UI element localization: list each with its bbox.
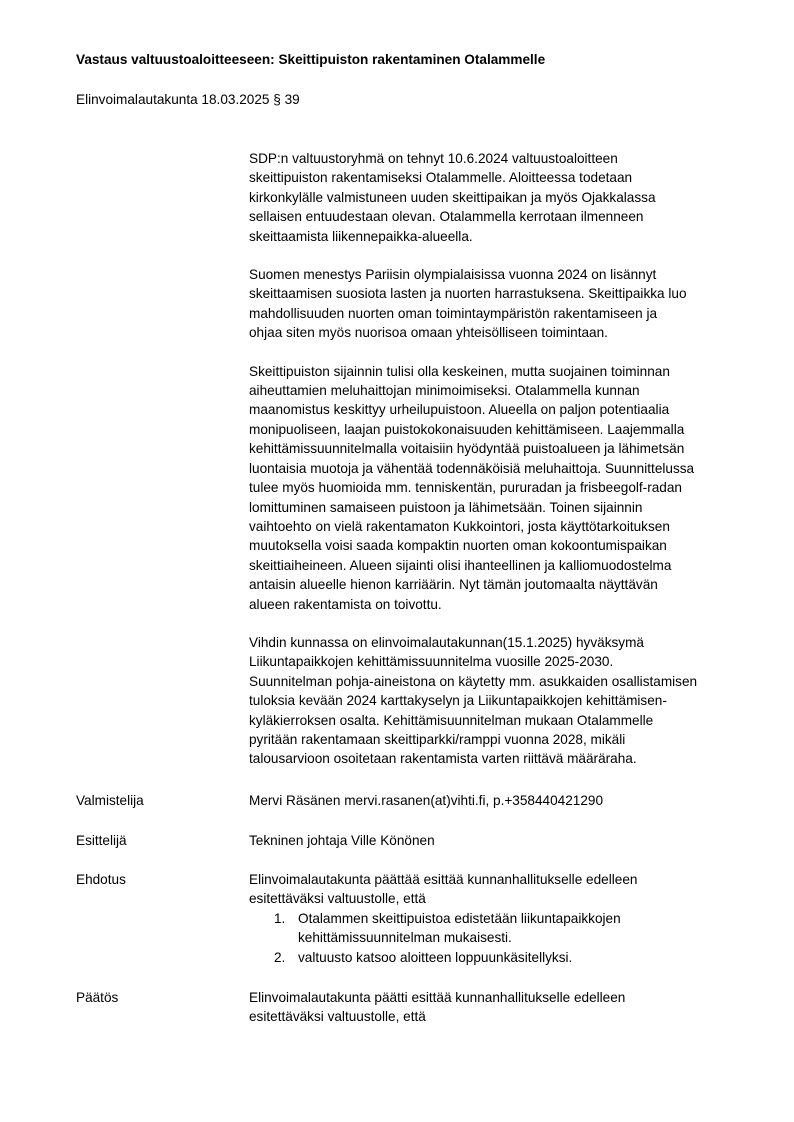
text-line: ohjaa siten myös nuorisoa omaan yhteisölliseen toimintaan.	[249, 325, 608, 341]
text-line: Liikuntapaikkojen kehittämissuunnitelma vuosille 2025-2030.	[249, 654, 614, 670]
field-label: Päätös	[76, 990, 119, 1005]
text-line: aiheuttamien meluhaittojan minimoimiseksi. Otalammella kunnan	[249, 383, 640, 399]
text-line: muutoksella voisi saada kompaktin nuorten oman kokoontumispaikan	[249, 538, 667, 554]
text-line: esitettäväksi valtuustolle, että	[249, 891, 426, 907]
text-line: monipuoliseen, laajan puistokokonaisuuden kehittämiseen. Laajemmalla	[249, 421, 685, 437]
text-line: kehittämissuunnitelman mukaisesti.	[298, 930, 512, 946]
text-line: skeittiaiheineen. Alueen sijainti olisi ihanteellinen ja kalliomuodostelma	[249, 557, 672, 573]
text-line: luontaisia muotoja ja vähentää todennäköisiä meluhaittoja. Suunnittelussa	[249, 460, 695, 476]
text-line: esitettäväksi valtuustolle, että	[249, 1009, 426, 1025]
text-line: mahdollisuuden nuorten oman toimintaympäristön rakentamiseen ja	[249, 305, 658, 321]
text-line: Otalammen skeittipuistoa edistetään liikuntapaikkojen	[298, 910, 621, 926]
field-label: Esittelijä	[76, 833, 127, 848]
list-number: 1.	[274, 910, 286, 926]
text-line: kehittämissuunnitelmalla voitaisiin hyödyntää puistoalueen ja lähimetsän	[249, 441, 685, 457]
text-line: sellaisen entuudestaan olevan. Otalammella kerrotaan ilmenneen	[249, 209, 644, 225]
text-line: tulee myös huomioida mm. tenniskentän, pururadan ja frisbeegolf-radan	[249, 480, 682, 496]
body-text	[249, 149, 749, 788]
meeting-reference: Elinvoimalautakunta 18.03.2025 § 39	[76, 92, 300, 107]
text-line: Suomen menestys Pariisin olympialaisissa vuonna 2024 on lisännyt	[249, 267, 657, 283]
text-line: pyritään rakentamaan skeittiparkki/ramppi vuonna 2028, mikäli	[249, 731, 626, 747]
text-line: Suunnitelman pohja-aineistona on käytetty mm. asukkaiden osallistamisen	[249, 673, 698, 689]
list-item	[249, 948, 637, 967]
text-line: vaihtoehto on vielä rakentamaton Kukkointori, josta käyttötarkoituksen	[249, 518, 670, 534]
presenter-name: Tekninen johtaja Ville Könönen	[249, 833, 435, 848]
text-line: skeittaamista liikennepaikka-alueella.	[249, 228, 473, 244]
field-label: Valmistelija	[76, 793, 144, 808]
text-line: Vihdin kunnassa on elinvoimalautakunnan(15.1.2025) hyväksymä	[249, 634, 644, 650]
text-line: alueen rakentamista on toivottu.	[249, 596, 442, 612]
text-line: skeittaamisen suosiota lasten ja nuorten harrastuksena. Skeittipaikka luo	[249, 286, 687, 302]
text-line: talousarvioon osoitetaan rakentamista varten riittävä määräraha.	[249, 751, 637, 767]
list-item	[249, 909, 637, 948]
text-line: skeittipuiston rakentamiseksi Otalammelle. Aloitteessa todetaan	[249, 170, 633, 186]
text-line: lomittuminen samaiseen puistoon ja lähimetsään. Toinen sijainnin	[249, 499, 643, 515]
text-line: kirkonkylälle valmistuneen uuden skeittipaikan ja myös Ojakkalassa	[249, 189, 656, 205]
paragraph-location	[249, 362, 749, 614]
text-line: Skeittipuiston sijainnin tulisi olla keskeinen, mutta suojainen toiminnan	[249, 363, 670, 379]
decision-text	[249, 988, 625, 1027]
preparer-contact: Mervi Räsänen mervi.rasanen(at)vihti.fi, p.+358440421290	[249, 793, 604, 808]
text-line: antaisin alueelle hienon karriäärin. Nyt tämän joutomaalta näyttävän	[249, 577, 658, 593]
text-line: Elinvoimalautakunta päätti esittää kunnanhallitukselle edelleen	[249, 990, 626, 1005]
text-line: maanomistus keskittyy urheilupuistoon. Alueella on paljon potentiaalia	[249, 402, 670, 418]
field-label: Ehdotus	[76, 872, 126, 887]
text-line: kyläkierroksen osalta. Kehittämisuunnitelman mukaan Otalammelle	[249, 712, 654, 728]
proposal-list	[249, 909, 637, 967]
text-line: SDP:n valtuustoryhmä on tehnyt 10.6.2024 valtuustoaloitteen	[249, 151, 618, 166]
text-line: valtuusto katsoo aloitteen loppuunkäsitellyksi.	[298, 949, 573, 965]
document-title: Vastaus valtuustoaloitteeseen: Skeittipuiston rakentaminen Otalammelle	[76, 52, 546, 67]
paragraph-development-plan	[249, 633, 749, 769]
paragraph-olympics	[249, 265, 749, 343]
text-line: tuloksia kevään 2024 karttakyselyn ja Liikuntapaikkojen kehittämisen-	[249, 693, 667, 709]
paragraph-initiative	[249, 149, 749, 246]
list-number: 2.	[274, 949, 286, 965]
text-line: Elinvoimalautakunta päättää esittää kunnanhallitukselle edelleen	[249, 872, 638, 887]
proposal-text	[249, 870, 637, 967]
